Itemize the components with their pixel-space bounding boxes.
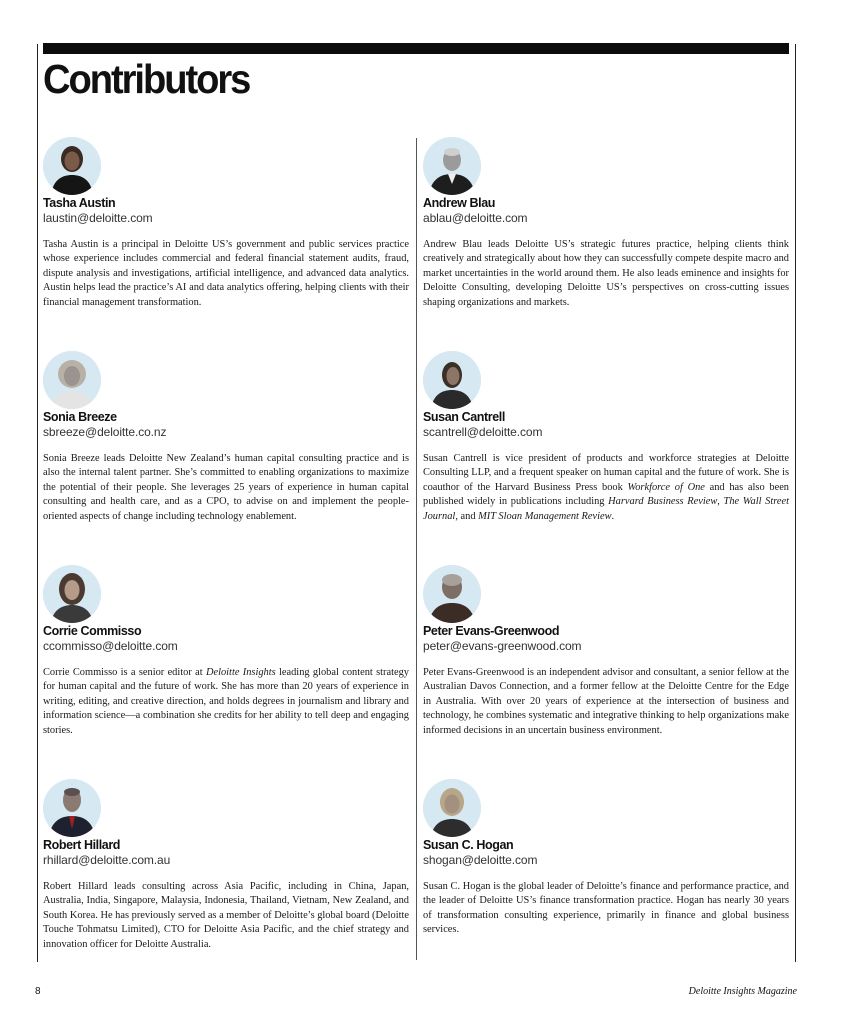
avatar <box>43 137 101 195</box>
bio-text: Corrie Commisso is a senior editor at <box>43 667 206 678</box>
contributor-email[interactable]: laustin@deloitte.com <box>43 211 153 225</box>
contributor-name: Sonia Breeze <box>43 410 117 424</box>
contributor-email[interactable]: ccommisso@deloitte.com <box>43 639 178 653</box>
page-frame-left <box>37 44 38 962</box>
contributor-bio: Tasha Austin is a principal in Deloitte US’s government and public services practice whose experience includes commercial and federal financial statement audits, fraud, dispute analysis and investigations, artificial intelligence, and advanced data analytics. Austin helps lead the practice’s AI and data analytics offering, helping clients with their financial management transformation. <box>43 239 409 308</box>
page-number: 8 <box>35 986 41 997</box>
bio-text: . <box>611 510 615 522</box>
contributor-bio: Sonia Breeze leads Deloitte New Zealand’s human capital consulting practice and is also the internal talent partner. She’s committed to enabling organizations to maximize the potential of their people. She leverages 25 years of experience in human capital consulting and health care, and as a CPO, to advise on and implement the people-oriented aspects of change including technology enablement. <box>43 453 409 522</box>
contributor-bio: Susan C. Hogan is the global leader of Deloitte’s finance and performance practice, and the leader of Deloitte US’s finance transformation practice. Hogan has nearly 30 years of transformation consulting experience, primarily in finance and global business services. <box>423 881 789 936</box>
contributor-name: Robert Hillard <box>43 838 121 852</box>
magazine-name: Deloitte Insights Magazine <box>688 986 797 997</box>
bio-text: and has also been published widely in publications including <box>423 481 790 508</box>
header-rule <box>43 43 789 54</box>
contributor-name: Andrew Blau <box>423 196 495 210</box>
bio-text: , <box>717 496 724 508</box>
contributor-email[interactable]: rhillard@deloitte.com.au <box>43 853 171 867</box>
contributor-email[interactable]: sbreeze@deloitte.co.nz <box>43 425 167 439</box>
avatar <box>423 779 481 837</box>
contributor-bio: Andrew Blau leads Deloitte US’s strategic futures practice, helping clients think creatively and strategically about how they can successfully compete despite macro and market uncertainties in the world around them. He also leads eminence and insights for Deloitte Consulting, developing Deloitte US’s perspectives on cross-cutting issues shaping organizations and markets. <box>423 239 789 308</box>
bio-text: , and <box>455 510 479 522</box>
contributor-name: Peter Evans-Greenwood <box>423 624 560 638</box>
contributor-email[interactable]: peter@evans-greenwood.com <box>423 639 582 653</box>
contributor-email[interactable]: ablau@deloitte.com <box>423 211 528 225</box>
avatar <box>43 779 101 837</box>
bio-publication: MIT Sloan Management Review <box>478 510 612 522</box>
bio-publication: Deloitte Insights <box>205 667 276 678</box>
contributor-bio: Peter Evans-Greenwood is an independent advisor and consultant, a senior fellow at the Australian Davos Connection, and a former fellow at the Deloitte Centre for the Edge in Australia. With over 20 years of experience at the intersection of business and technology, he combines systematic and integrative thinking to help organizations make informed decisions in an uncertain business environment. <box>423 667 789 736</box>
avatar <box>43 351 101 409</box>
bio-publication: The Wall Street Journal <box>423 496 789 522</box>
bio-text: leading global content strategy for human capital and the future of work. She has more than 20 years of experience in writing, editing, and creative direction, and holds degrees in journalism and library and information science—a combination she credits for her ability to tell deep and engaging stories. <box>43 667 410 736</box>
page-title: Contributors <box>43 56 250 102</box>
contributor-bio <box>43 666 409 738</box>
contributor-email[interactable]: shogan@deloitte.com <box>423 853 538 867</box>
contributor-bio <box>423 452 789 524</box>
column-divider <box>416 138 417 960</box>
avatar <box>43 565 101 623</box>
contributor-bio: Robert Hillard leads consulting across Asia Pacific, including in China, Japan, Australia, India, Singapore, Malaysia, Indonesia, Thailand, Vietnam, New Zealand, and South Korea. He has previously served as a member of Deloitte’s global board (Deloitte Touche Tohmatsu Limited), CTO for Deloitte Asia Pacific, and the chief strategy and innovation officer for Deloitte Australia. <box>43 881 409 950</box>
contributor-name: Susan Cantrell <box>423 410 505 424</box>
page-frame-right <box>795 44 796 962</box>
avatar <box>423 351 481 409</box>
contributor-name: Corrie Commisso <box>43 624 142 638</box>
contributor-name: Tasha Austin <box>43 196 116 210</box>
bio-text: Susan Cantrell is vice president of products and workforce strategies at Deloitte Consulting LLP, and a frequent speaker on human capital and the future of work. She is coauthor of the Harvard Business Press book <box>423 453 789 493</box>
avatar <box>423 565 481 623</box>
avatar <box>423 137 481 195</box>
bio-publication: Harvard Business Review <box>608 496 718 508</box>
contributor-name: Susan C. Hogan <box>423 838 514 852</box>
bio-book-title: Workforce of One <box>627 481 705 493</box>
contributor-email[interactable]: scantrell@deloitte.com <box>423 425 543 439</box>
